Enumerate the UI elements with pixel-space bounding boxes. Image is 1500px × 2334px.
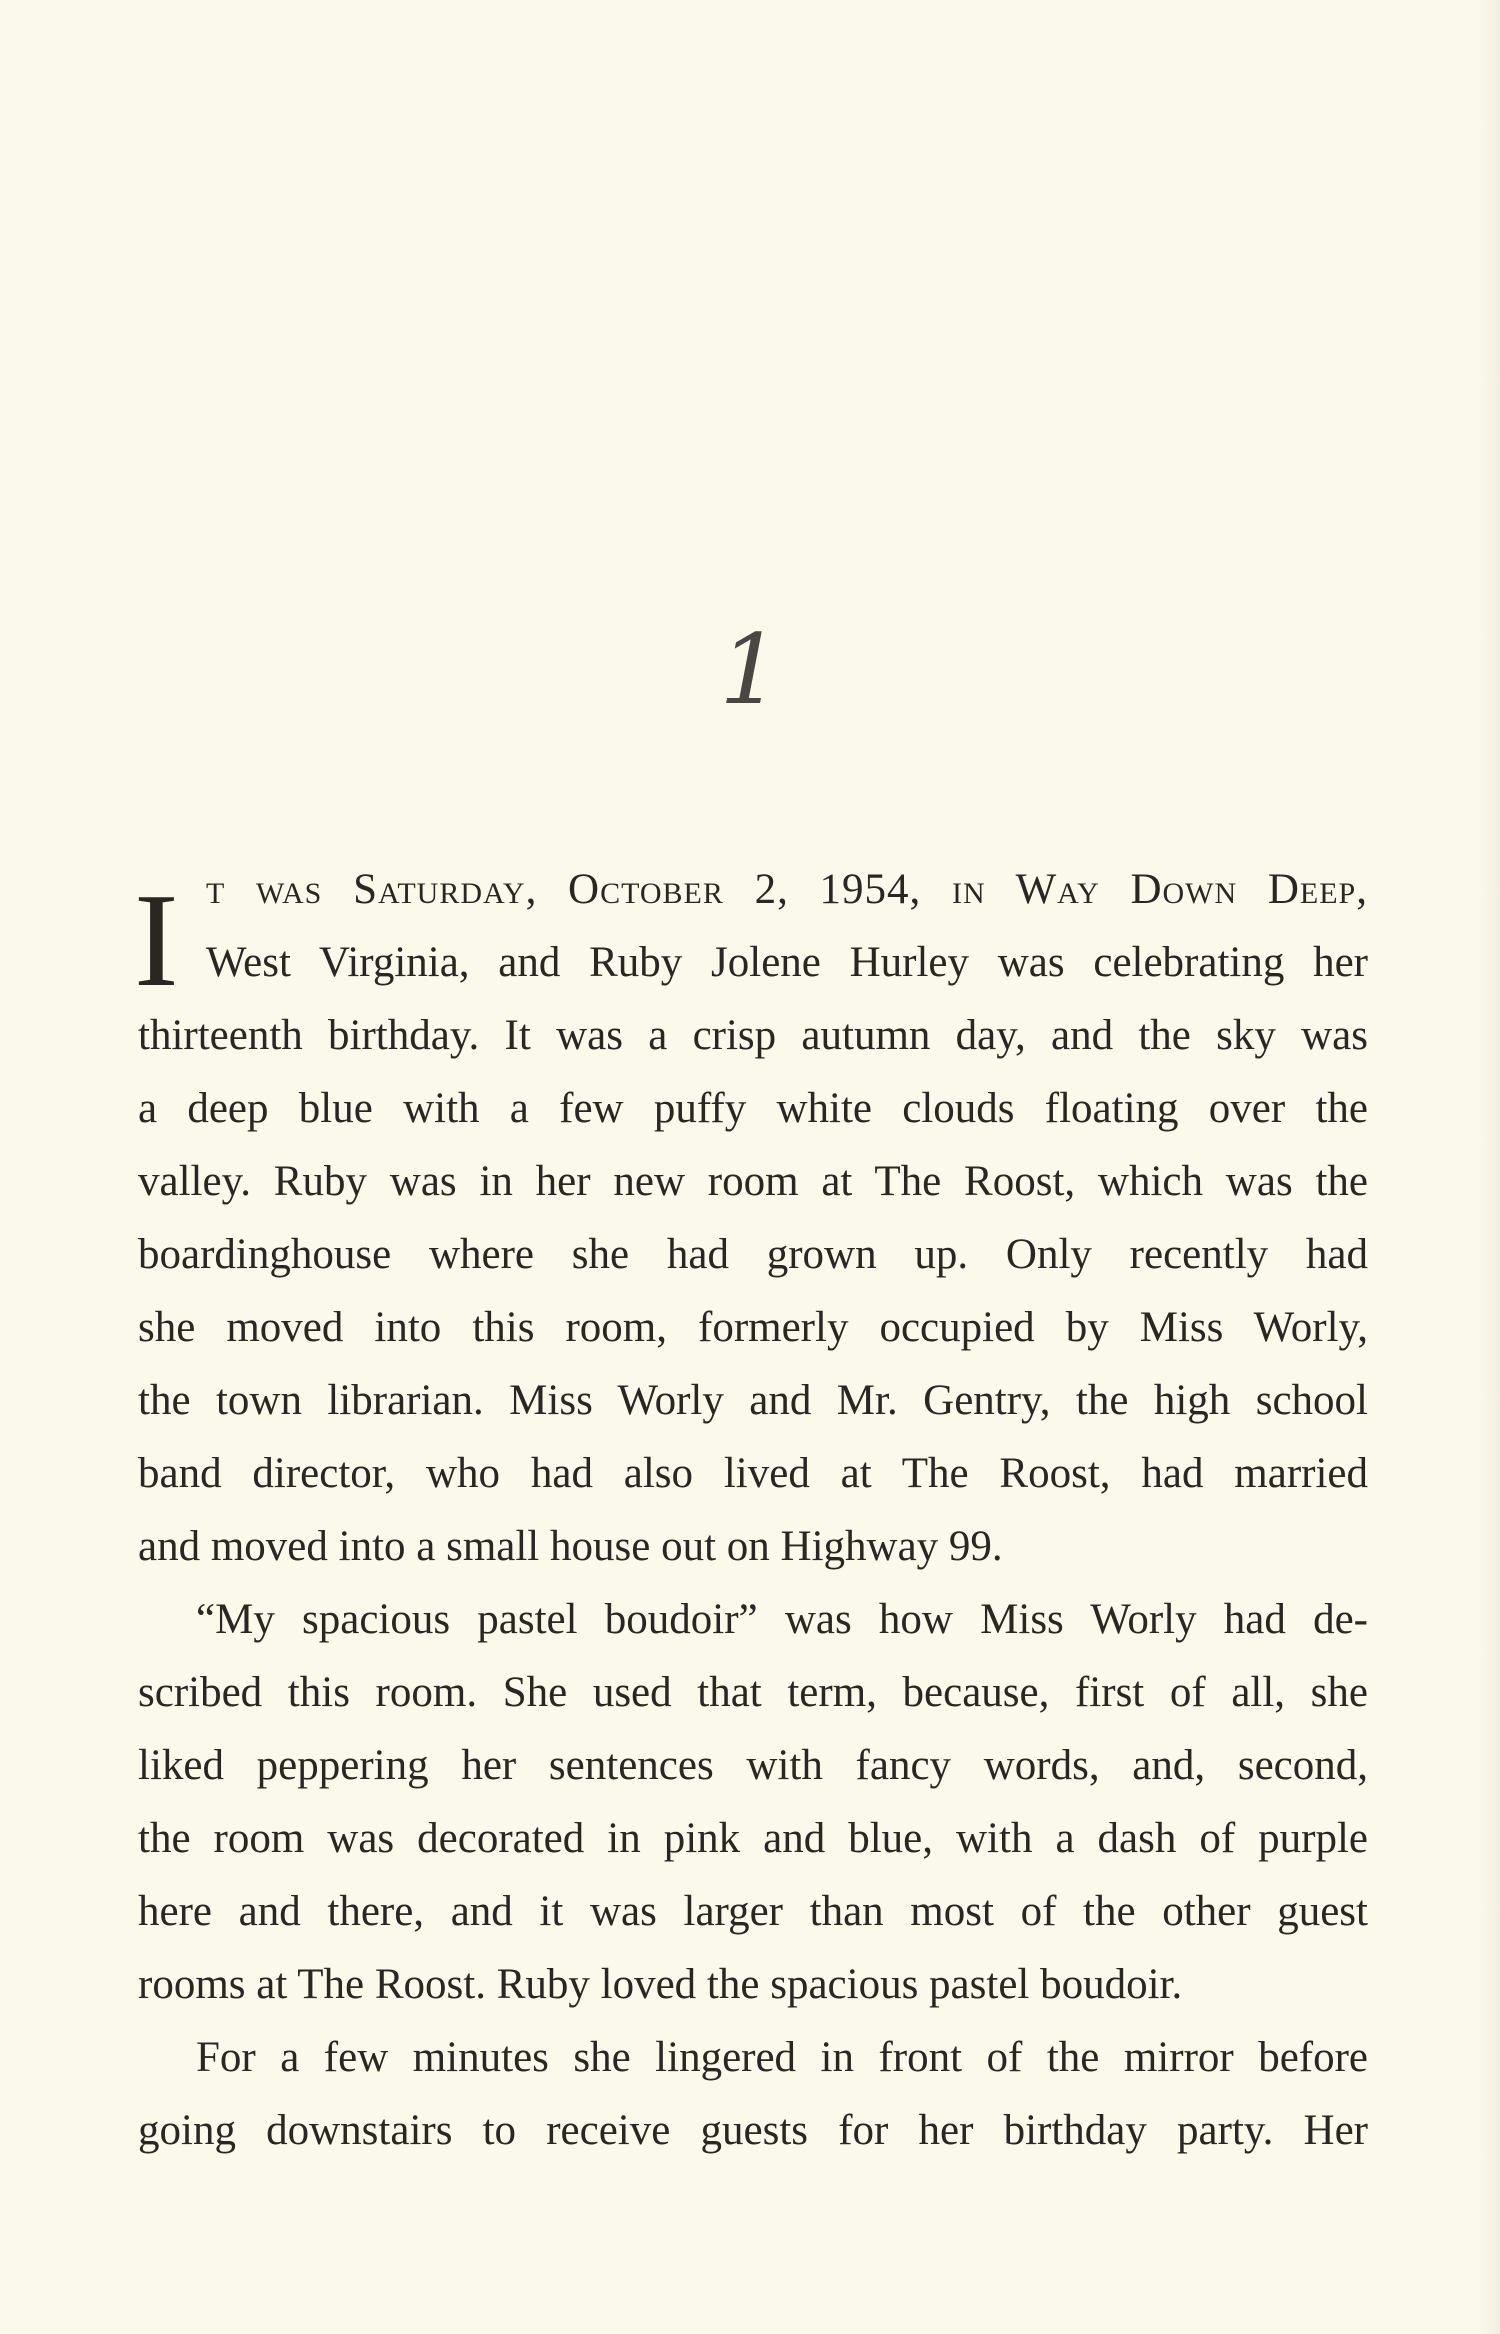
text-line: and moved into a small house out on Highway 99.: [138, 1523, 1003, 1570]
text-line: going downstairs to receive guests for her birthday party. Her: [138, 2107, 1368, 2154]
text-line: she moved into this room, formerly occupied by Miss Worly,: [138, 1304, 1368, 1351]
chapter-number: 1: [719, 614, 781, 726]
text-line: the room was decorated in pink and blue, with a dash of purple: [138, 1815, 1368, 1862]
text-line: boardinghouse where she had grown up. Only recently had: [138, 1231, 1368, 1278]
paragraph-1: [138, 926, 1368, 1583]
text-line: the town librarian. Miss Worly and Mr. Gentry, the high school: [138, 1377, 1368, 1424]
text-line: “My spacious pastel boudoir” was how Miss Worly had de-: [196, 1596, 1368, 1643]
text-line: thirteenth birthday. It was a crisp autumn day, and the sky was: [138, 1012, 1368, 1059]
chapter-text: [134, 853, 1368, 2167]
text-line: West Virginia, and Ruby Jolene Hurley was celebrating her: [206, 939, 1368, 986]
text-line: valley. Ruby was in her new room at The Roost, which was the: [138, 1158, 1368, 1205]
text-line: rooms at The Roost. Ruby loved the spacious pastel boudoir.: [138, 1961, 1183, 2008]
text-line: band director, who had also lived at The Roost, had married: [138, 1450, 1368, 1497]
text-line: liked peppering her sentences with fancy words, and, second,: [138, 1742, 1368, 1789]
paragraph-2: [138, 1583, 1368, 2021]
paragraph-3: [138, 2021, 1368, 2167]
page-edge-shadow: [1480, 0, 1500, 2334]
text-line: a deep blue with a few puffy white clouds floating over the: [138, 1085, 1368, 1132]
text-line: here and there, and it was larger than most of the other guest: [138, 1888, 1368, 1935]
opening-line-text: t was Saturday, October 2, 1954, in Way Down Deep,: [206, 866, 1368, 913]
drop-cap: I: [134, 866, 179, 1014]
text-line: For a few minutes she lingered in front of the mirror before: [196, 2034, 1368, 2081]
text-line: scribed this room. She used that term, because, first of all, she: [138, 1669, 1368, 1716]
